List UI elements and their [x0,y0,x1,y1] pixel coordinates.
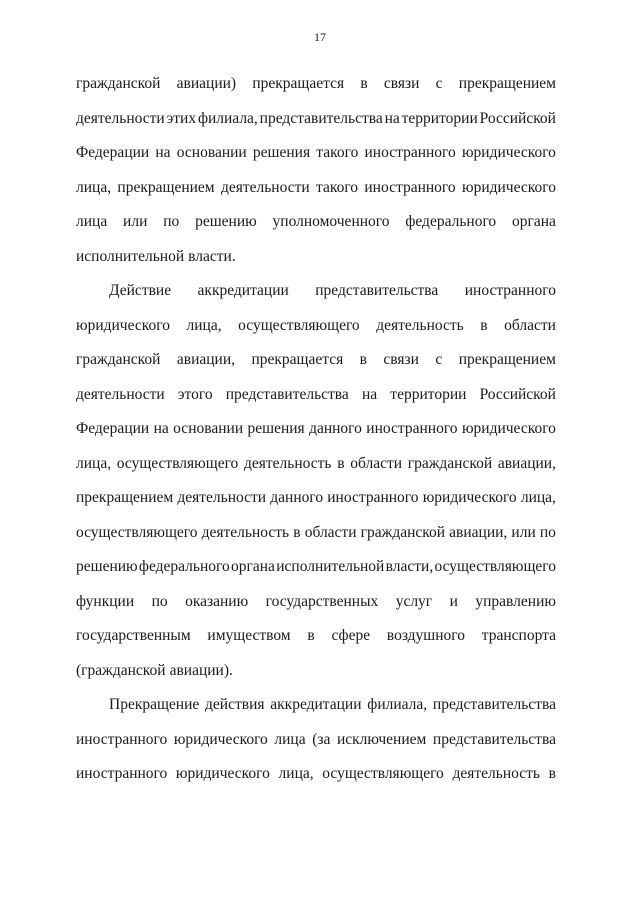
text-line [76,67,556,102]
word: авиации, [176,351,236,368]
word: осуществляющего [116,454,239,472]
word: гражданской [407,454,493,472]
word: иностранного [364,178,456,196]
word: или [123,213,148,230]
word: аккредитации [197,282,289,299]
word: по [539,523,556,541]
word: сфере [331,627,371,644]
word: иностранного [76,765,168,782]
text-line [76,688,556,723]
word: деятельности [76,385,165,403]
word: территории [390,385,467,403]
word: функции [76,592,135,610]
text-line [76,136,556,171]
word: данного [309,420,362,437]
word: юридического [76,316,170,334]
text-line [76,102,556,137]
word: услуг [395,592,433,610]
word: лица, [186,316,222,334]
word: и [449,592,458,610]
text-line [76,378,556,413]
word: на [153,420,169,437]
word: органа [231,558,275,575]
word: уполномоченного [272,213,390,230]
text-line [76,447,556,482]
word: власти, [385,558,434,575]
word: лица, [520,489,556,506]
word: решения [252,144,311,161]
word: решению [76,558,138,575]
word: представительства [315,282,439,299]
word: такого [316,144,359,161]
word: юридического [461,178,556,196]
word: в [480,316,488,334]
word: представительства [432,696,556,713]
word: деятельности [177,489,267,506]
word: федерального [138,558,230,575]
word: связи [383,75,420,92]
word: осуществляющего [434,558,556,575]
text-line [76,757,556,792]
word: прекращением [76,489,174,506]
word: юридического [461,144,556,161]
word: лица, [278,765,314,782]
text-line [76,171,556,206]
word: области [304,523,357,541]
text-line [76,309,556,344]
word: такого [316,178,359,196]
word: лица, [76,454,112,472]
word: прекращается [251,351,344,368]
word: деятельности [220,178,310,196]
word: воздушного [386,627,466,644]
word: лица, [76,178,112,196]
word: прекращением [458,75,556,92]
word: основании [173,420,244,437]
text-line [76,274,556,309]
word: иностранного [327,489,419,506]
word: по [151,592,168,610]
word: (гражданской [76,661,166,679]
word: решения [247,420,305,437]
word: в [307,627,315,644]
text-line [76,481,556,516]
word: аккредитации [270,696,362,713]
word: исполнительной [76,247,185,265]
word: осуществляющего [76,523,198,541]
word: иностранного [76,730,168,748]
word: транспорта [481,627,556,644]
word: авиации). [169,661,233,679]
word: в [548,765,556,782]
word: гражданской [76,75,161,92]
word: лица [76,213,108,230]
word: в [293,523,301,541]
paragraph [76,274,556,688]
word: этих [166,109,197,127]
word: лица [274,730,306,748]
word: представительства [225,385,349,403]
text-line [76,550,556,585]
word: деятельность [452,765,540,782]
word: с [435,75,443,92]
word: оказанию [185,592,249,610]
word: на [361,385,378,403]
paragraph [76,67,556,274]
word: иностранного [464,282,556,299]
word: основании [176,144,247,161]
word: власти. [188,247,236,265]
word: Федерации [76,420,150,437]
text-line [76,619,556,654]
word: органа [512,213,556,230]
page-number: 17 [314,30,326,44]
word: юридического [175,765,270,782]
word: территории [401,109,478,127]
word: области [350,454,403,472]
word: в [360,75,368,92]
word: исключением [336,730,427,748]
text-line [76,654,556,689]
word: прекращается [252,75,345,92]
word: государственных [265,592,379,610]
word: осуществляющего [238,316,360,334]
word: связи [383,351,419,368]
word: на [155,144,171,161]
word: представительства [432,730,556,748]
word: государственным [76,627,191,644]
word: иностранного [364,144,456,161]
text-line [76,585,556,620]
word: в [359,351,367,368]
word: или [511,523,536,541]
document-body [76,67,556,792]
word: данного [270,489,324,506]
word: иностранного [366,420,458,437]
text-line [76,205,556,240]
word: авиации) [176,75,237,92]
word: прекращением [117,178,215,196]
word: деятельность [201,523,290,541]
text-line [76,723,556,758]
word: осуществляющего [322,765,444,782]
word: Прекращение [109,696,200,713]
word: авиации, [497,454,556,472]
word: деятельность [376,316,464,334]
word: гражданской [76,351,161,368]
word: филиала, [197,109,258,127]
word: Федерации [76,144,150,161]
text-line [76,240,556,275]
word: (за [312,730,331,748]
word: по [163,213,180,230]
paragraph [76,688,556,792]
word: с [435,351,443,368]
word: прекращением [458,351,556,368]
word: области [504,316,556,334]
word: решению [195,213,257,230]
word: федерального [405,213,497,230]
word: деятельность [243,454,332,472]
text-line [76,412,556,447]
word: авиации, [449,523,508,541]
word: имуществом [207,627,291,644]
word: Действие [109,282,172,299]
word: на [384,109,400,127]
word: действия [205,696,265,713]
word: юридического [422,489,517,506]
word: в [337,454,345,472]
word: Российской [479,109,556,127]
word: Российской [479,385,556,403]
word: этого [177,385,213,403]
text-line [76,516,556,551]
word: представительства [259,109,383,127]
word: юридического [461,420,556,437]
word: гражданской [360,523,446,541]
text-line [76,343,556,378]
word: филиала, [367,696,428,713]
word: юридического [173,730,268,748]
word: исполнительной [276,558,385,575]
word: деятельности [76,109,165,127]
word: управлению [475,592,556,610]
